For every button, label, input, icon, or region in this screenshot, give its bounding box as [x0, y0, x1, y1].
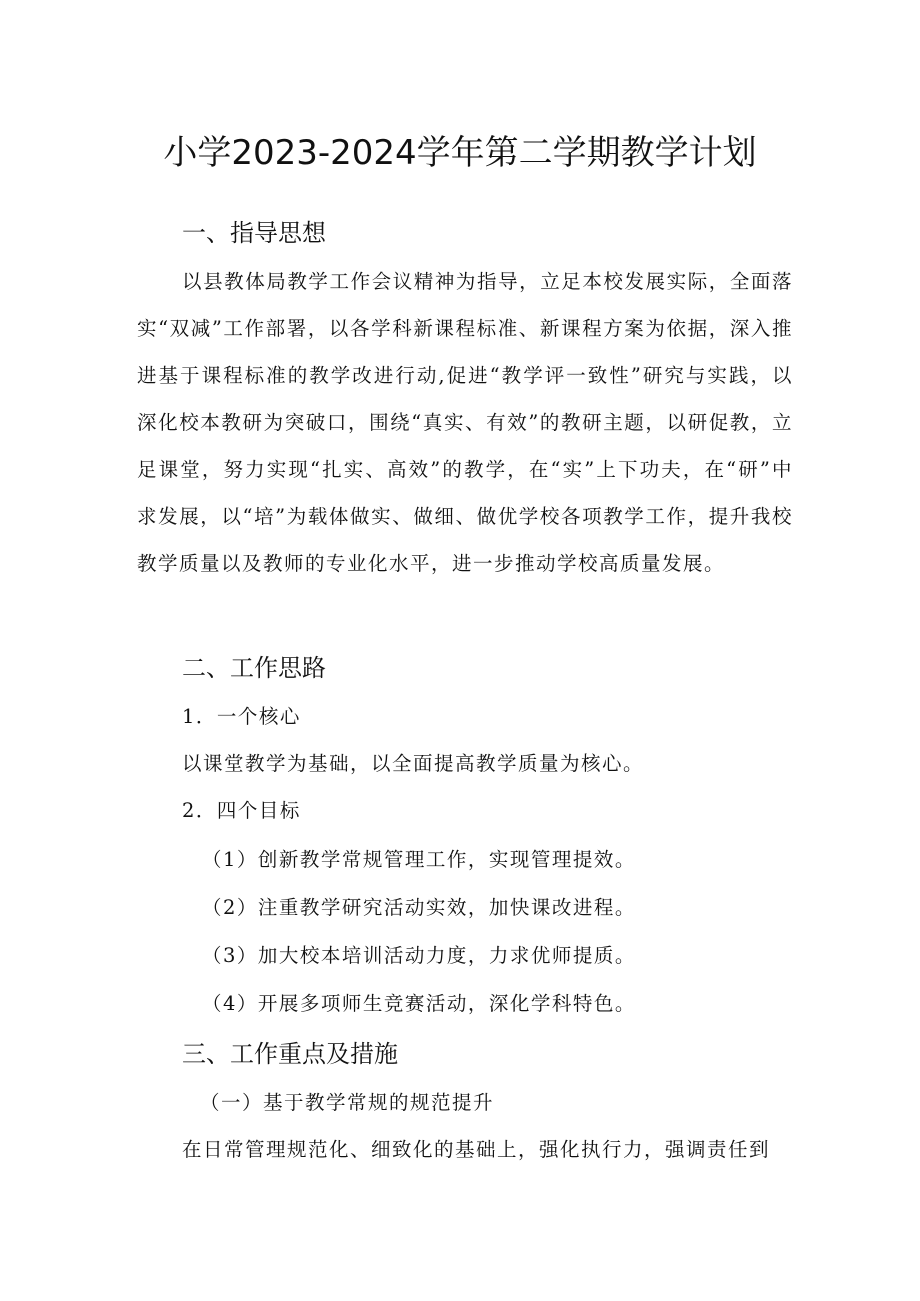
guiding-ideology-paragraph: 以县教体局教学工作会议精神为指导，立足本校发展实际，全面落实“双减”工作部署，以各学科新课程标准、新课程方案为依据，深入推进基于课程标准的教学改进行动,促进“教学评一致性”研究与实践，以深化校本教研为突破口，围绕“真实、有效”的教研主题，以研促教，立足课堂，努力实现“扎实、高效”的教学，在“实”上下功夫，在“研”中求发展，以“培”为载体做实、做细、做优学校各项教学工作，提升我校教学质量以及教师的专业化水平，进一步推动学校高质量发展。: [137, 270, 793, 575]
section-heading-key-measures: 三、工作重点及措施: [182, 1040, 398, 1068]
one-core-title: 1．一个核心: [182, 705, 301, 728]
goal-item: （3）加大校本培训活动力度，力求优师提质。: [202, 944, 636, 967]
one-core-text: 以课堂教学为基础，以全面提高教学质量为核心。: [182, 752, 645, 775]
section-heading-guiding-ideology: 一、指导思想: [182, 219, 326, 247]
document-title: 小学2023-2024学年第二学期教学计划: [163, 133, 757, 173]
goal-item: （1）创新教学常规管理工作，实现管理提效。: [202, 848, 636, 871]
four-goals-title: 2．四个目标: [182, 799, 301, 822]
goal-item: （4）开展多项师生竞赛活动，深化学科特色。: [202, 992, 636, 1015]
section-heading-work-approach: 二、工作思路: [182, 654, 326, 682]
goal-item: （2）注重教学研究活动实效，加快课改进程。: [202, 896, 636, 919]
routine-standards-text: 在日常管理规范化、细致化的基础上，强化执行力，强调责任到: [182, 1138, 771, 1161]
subsection-title-routine-standards: （一）基于教学常规的规范提升: [200, 1091, 495, 1114]
